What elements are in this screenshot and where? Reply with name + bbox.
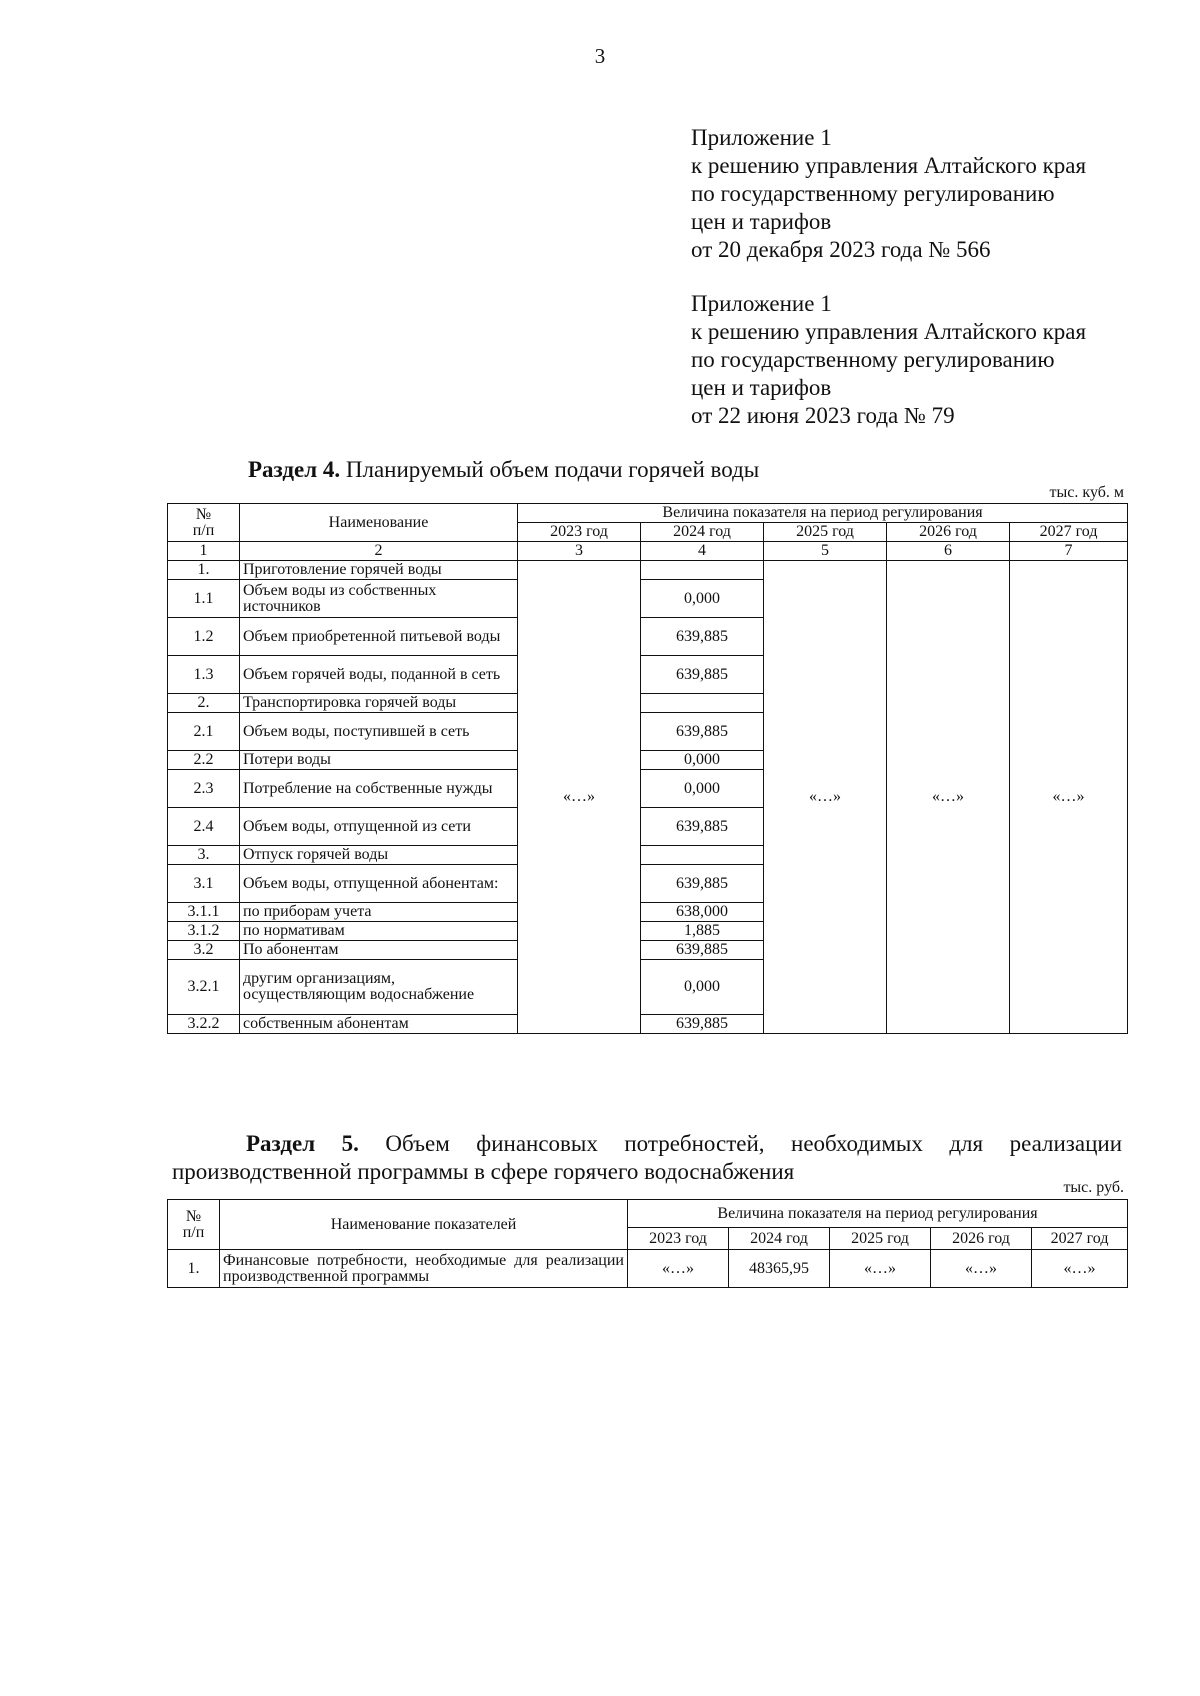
row-value-2024: 0,000 [641, 770, 764, 808]
header-name: Наименование [240, 504, 518, 542]
row-value: «…» [628, 1250, 729, 1288]
row-number: 3.1.2 [168, 922, 240, 941]
row-name: По абонентам [240, 941, 518, 960]
row-number: 3.1.1 [168, 903, 240, 922]
row-name: Объем приобретенной питьевой воды [240, 618, 518, 656]
row-value-2024 [641, 846, 764, 865]
row-value-2024: 639,885 [641, 656, 764, 694]
column-number: 2 [240, 542, 518, 561]
row-value-2024: 639,885 [641, 941, 764, 960]
row-value-2024: 0,000 [641, 960, 764, 1015]
row-number: 2.1 [168, 713, 240, 751]
appendix-line: к решению управления Алтайского края [691, 153, 1087, 178]
appendix-header-original [691, 290, 1086, 430]
row-number: 3. [168, 846, 240, 865]
column-number: 5 [764, 542, 887, 561]
row-name: Объем горячей воды, поданной в сеть [240, 656, 518, 694]
row-number: 2. [168, 694, 240, 713]
appendix-line: к решению управления Алтайского края [691, 319, 1087, 344]
row-name: Потребление на собственные нужды [240, 770, 518, 808]
appendix-line: от 20 декабря 2023 года № 566 [691, 237, 991, 262]
row-value-2024: 638,000 [641, 903, 764, 922]
section-5-heading-line2: производственной программы в сфере горячего водоснабжения [172, 1159, 795, 1184]
row-name: Финансовые потребности, необходимые для реализации производственной программы [220, 1250, 628, 1288]
row-name: другим организациям, осуществляющим водоснабжение [240, 960, 518, 1015]
header-period-group: Величина показателя на период регулирования [628, 1200, 1128, 1228]
value-2027-placeholder: «…» [1010, 561, 1128, 1034]
row-number: 2.4 [168, 808, 240, 846]
header-year: 2025 год [764, 523, 887, 542]
header-year: 2024 год [729, 1228, 830, 1250]
appendix-line: Приложение 1 [691, 125, 832, 150]
row-number: 2.3 [168, 770, 240, 808]
row-number: 3.2 [168, 941, 240, 960]
appendix-line: по государственному регулированию [691, 347, 1055, 372]
row-number: 1.2 [168, 618, 240, 656]
appendix-line: по государственному регулированию [691, 181, 1055, 206]
appendix-line: цен и тарифов [691, 375, 832, 400]
financial-needs-table [167, 1199, 1128, 1288]
value-2025-placeholder: «…» [764, 561, 887, 1034]
row-value-2024: 0,000 [641, 751, 764, 770]
row-name: Объем воды, поступившей в сеть [240, 713, 518, 751]
value-2023-placeholder: «…» [518, 561, 641, 1034]
header-year: 2026 год [931, 1228, 1032, 1250]
header-year: 2023 год [518, 523, 641, 542]
row-value-2024: 639,885 [641, 713, 764, 751]
row-value: «…» [931, 1250, 1032, 1288]
row-name: Приготовление горячей воды [240, 561, 518, 580]
row-name: по приборам учета [240, 903, 518, 922]
header-year: 2023 год [628, 1228, 729, 1250]
row-number: 3.1 [168, 865, 240, 903]
hot-water-volume-table [167, 503, 1128, 1034]
section-4-unit: тыс. куб. м [1049, 484, 1124, 501]
row-name: по нормативам [240, 922, 518, 941]
header-period-group: Величина показателя на период регулирования [518, 504, 1128, 523]
row-value-2024: 639,885 [641, 1015, 764, 1034]
row-number: 1. [168, 561, 240, 580]
row-value-2024: 0,000 [641, 580, 764, 618]
section-4-title [248, 456, 759, 484]
header-number-text: № п/п [192, 505, 215, 539]
row-value: «…» [830, 1250, 931, 1288]
header-year: 2027 год [1010, 523, 1128, 542]
appendix-line: цен и тарифов [691, 209, 832, 234]
value-2026-placeholder: «…» [887, 561, 1010, 1034]
column-number: 4 [641, 542, 764, 561]
section-5-title-line1 [172, 1130, 1122, 1158]
row-name: Отпуск горячей воды [240, 846, 518, 865]
row-value-2024: 639,885 [641, 865, 764, 903]
row-name: Объем воды, отпущенной абонентам: [240, 865, 518, 903]
row-value-2024 [641, 561, 764, 580]
header-number-text: № п/п [182, 1207, 205, 1241]
column-number: 6 [887, 542, 1010, 561]
row-value: 48365,95 [729, 1250, 830, 1288]
row-number: 3.2.2 [168, 1015, 240, 1034]
column-number: 7 [1010, 542, 1128, 561]
appendix-line: Приложение 1 [691, 291, 832, 316]
header-name: Наименование показателей [220, 1200, 628, 1250]
header-number [168, 504, 240, 542]
row-name: собственным абонентам [240, 1015, 518, 1034]
appendix-header-current [691, 124, 1086, 264]
table-row [168, 561, 1128, 580]
row-name: Объем воды, отпущенной из сети [240, 808, 518, 846]
row-value: «…» [1032, 1250, 1128, 1288]
row-number: 3.2.1 [168, 960, 240, 1015]
row-number: 1.1 [168, 580, 240, 618]
header-year: 2027 год [1032, 1228, 1128, 1250]
row-name: Потери воды [240, 751, 518, 770]
header-year: 2025 год [830, 1228, 931, 1250]
row-value-2024 [641, 694, 764, 713]
column-number: 1 [168, 542, 240, 561]
section-4-heading: Планируемый объем подачи горячей воды [345, 457, 760, 482]
header-year: 2026 год [887, 523, 1010, 542]
section-5-unit: тыс. руб. [1063, 1179, 1124, 1196]
row-number: 1. [168, 1250, 220, 1288]
section-5-label: Раздел 5. [246, 1131, 359, 1156]
row-value-2024: 639,885 [641, 618, 764, 656]
header-year: 2024 год [641, 523, 764, 542]
header-number [168, 1200, 220, 1250]
row-value-2024: 639,885 [641, 808, 764, 846]
appendix-line: от 22 июня 2023 года № 79 [691, 403, 955, 428]
row-value-2024: 1,885 [641, 922, 764, 941]
row-number: 2.2 [168, 751, 240, 770]
section-5-title [172, 1130, 1122, 1186]
section-5-heading-line1: Объем финансовых потребностей, необходимых для реализации [385, 1131, 1123, 1156]
page-number: 3 [594, 44, 606, 68]
row-name: Объем воды из собственных источников [240, 580, 518, 618]
row-number: 1.3 [168, 656, 240, 694]
section-4-label: Раздел 4. [248, 457, 341, 482]
row-name: Транспортировка горячей воды [240, 694, 518, 713]
column-number: 3 [518, 542, 641, 561]
